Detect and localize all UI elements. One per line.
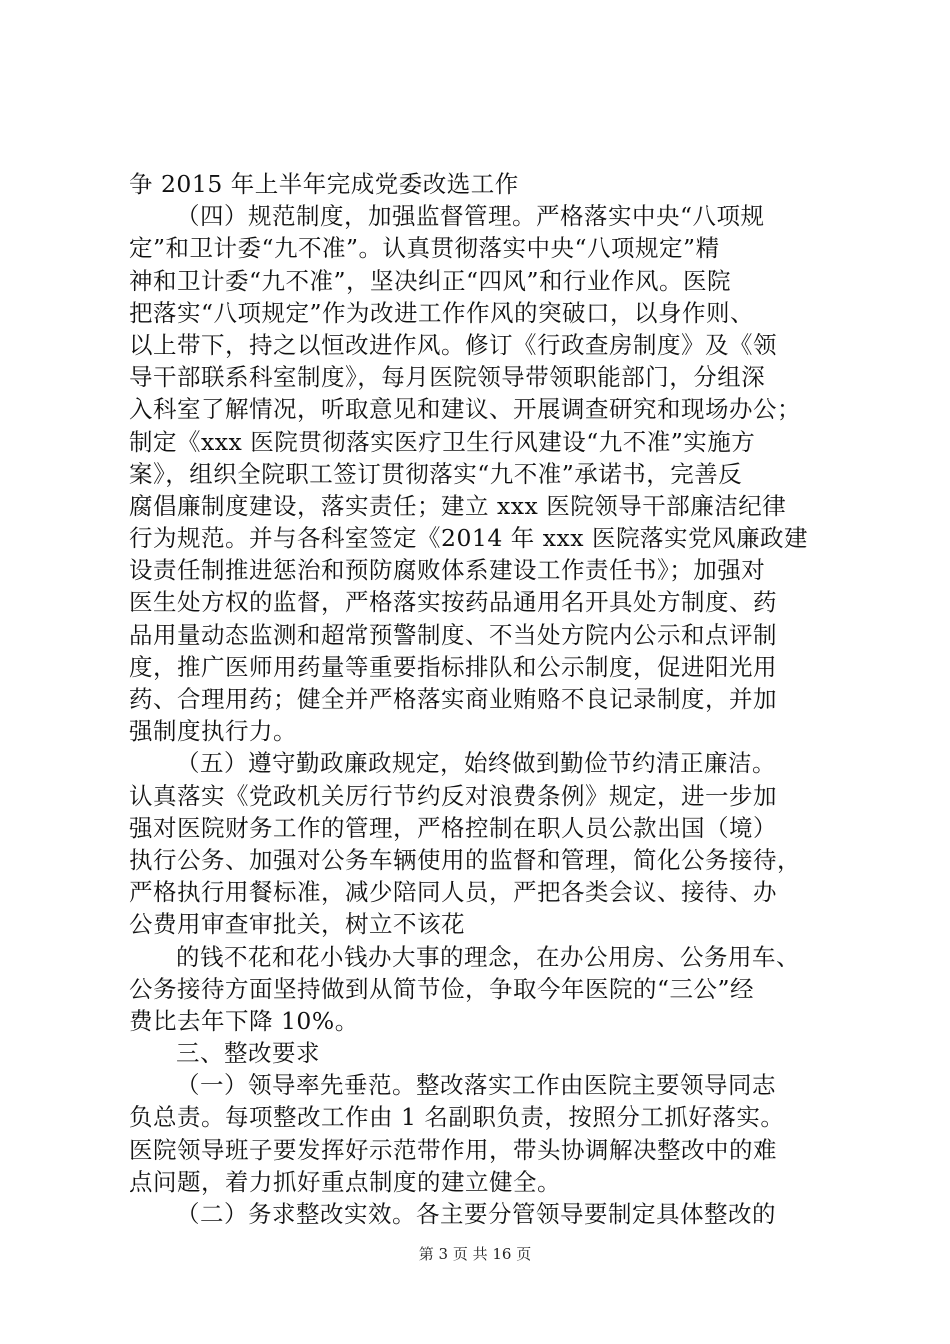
text-line: 的钱不花和花小钱办大事的理念，在办公用房、公务用车、: [176, 942, 800, 971]
text-line: 行为规范。并与各科室签定《2014 年 xxx 医院落实党风廉政建: [129, 524, 808, 553]
text-line: 把落实“八项规定”作为改进工作作风的突破口，以身作则、: [129, 298, 755, 327]
text-line: （四）规范制度，加强监督管理。严格落实中央“八项规: [176, 202, 765, 231]
text-line: 设责任制推进惩治和预防腐败体系建设工作责任书》；加强对: [129, 556, 766, 585]
text-line: （一）领导率先垂范。整改落实工作由医院主要领导同志: [176, 1071, 776, 1100]
text-line: 医生处方权的监督，严格落实按药品通用名开具处方制度、药: [129, 588, 777, 617]
text-line: 腐倡廉制度建设，落实责任；建立 xxx 医院领导干部廉洁纪律: [129, 491, 787, 520]
text-line: 案》，组织全院职工签订贯彻落实“九不准”承诺书，完善反: [129, 459, 743, 488]
text-line: 公务接待方面坚持做到从简节俭，争取今年医院的“三公”经: [129, 974, 755, 1003]
text-line: （二）务求整改实效。各主要分管领导要制定具体整改的: [176, 1200, 776, 1228]
text-line: 品用量动态监测和超常预警制度、不当处方院内公示和点评制: [129, 620, 777, 649]
text-line: 严格执行用餐标准，减少陪同人员，严把各类会议、接待、办: [129, 878, 777, 907]
text-line: 导干部联系科室制度》，每月医院领导带领职能部门，分组深: [129, 363, 766, 392]
text-line: 药、合理用药；健全并严格落实商业贿赂不良记录制度，并加: [129, 685, 777, 713]
text-line: 负总责。每项整改工作由 1 名副职负责，按照分工抓好落实。: [129, 1103, 785, 1132]
text-line: 费比去年下降 10%。: [129, 1006, 359, 1035]
text-line: 争 2015 年上半年完成党委改选工作: [129, 170, 519, 198]
text-line: 入科室了解情况，听取意见和建议、开展调查研究和现场办公；: [129, 395, 801, 424]
document-body: [129, 168, 841, 1230]
text-line: 度，推广医师用药量等重要指标排队和公示制度，促进阳光用: [129, 652, 777, 681]
text-line: 强对医院财务工作的管理，严格控制在职人员公款出国（境）: [129, 813, 777, 842]
page-footer: 第 3 页 共 16 页: [418, 1245, 532, 1263]
text-line: 神和卫计委“九不准”，坚决纠正“四风”和行业作风。医院: [129, 266, 732, 295]
text-line: 强制度执行力。: [129, 717, 297, 746]
text-line: 认真落实《党政机关厉行节约反对浪费条例》规定，进一步加: [129, 781, 777, 810]
text-line: 定”和卫计委“九不准”。认真贯彻落实中央“八项规定”精: [129, 234, 720, 263]
text-line: 医院领导班子要发挥好示范带作用，带头协调解决整改中的难: [129, 1135, 777, 1164]
text-line: 公费用审查审批关，树立不该花: [129, 910, 465, 939]
text-line: 制定《xxx 医院贯彻落实医疗卫生行风建设“九不准”实施方: [129, 427, 756, 456]
text-line: （五）遵守勤政廉政规定，始终做到勤俭节约清正廉洁。: [176, 749, 776, 778]
text-line: 点问题，着力抓好重点制度的建立健全。: [129, 1167, 561, 1196]
text-line: 以上带下，持之以恒改进作风。修订《行政查房制度》及《领: [129, 330, 777, 359]
text-line: 执行公务、加强对公务车辆使用的监督和管理，简化公务接待，: [129, 845, 801, 874]
text-line: 三、整改要求: [176, 1039, 320, 1068]
